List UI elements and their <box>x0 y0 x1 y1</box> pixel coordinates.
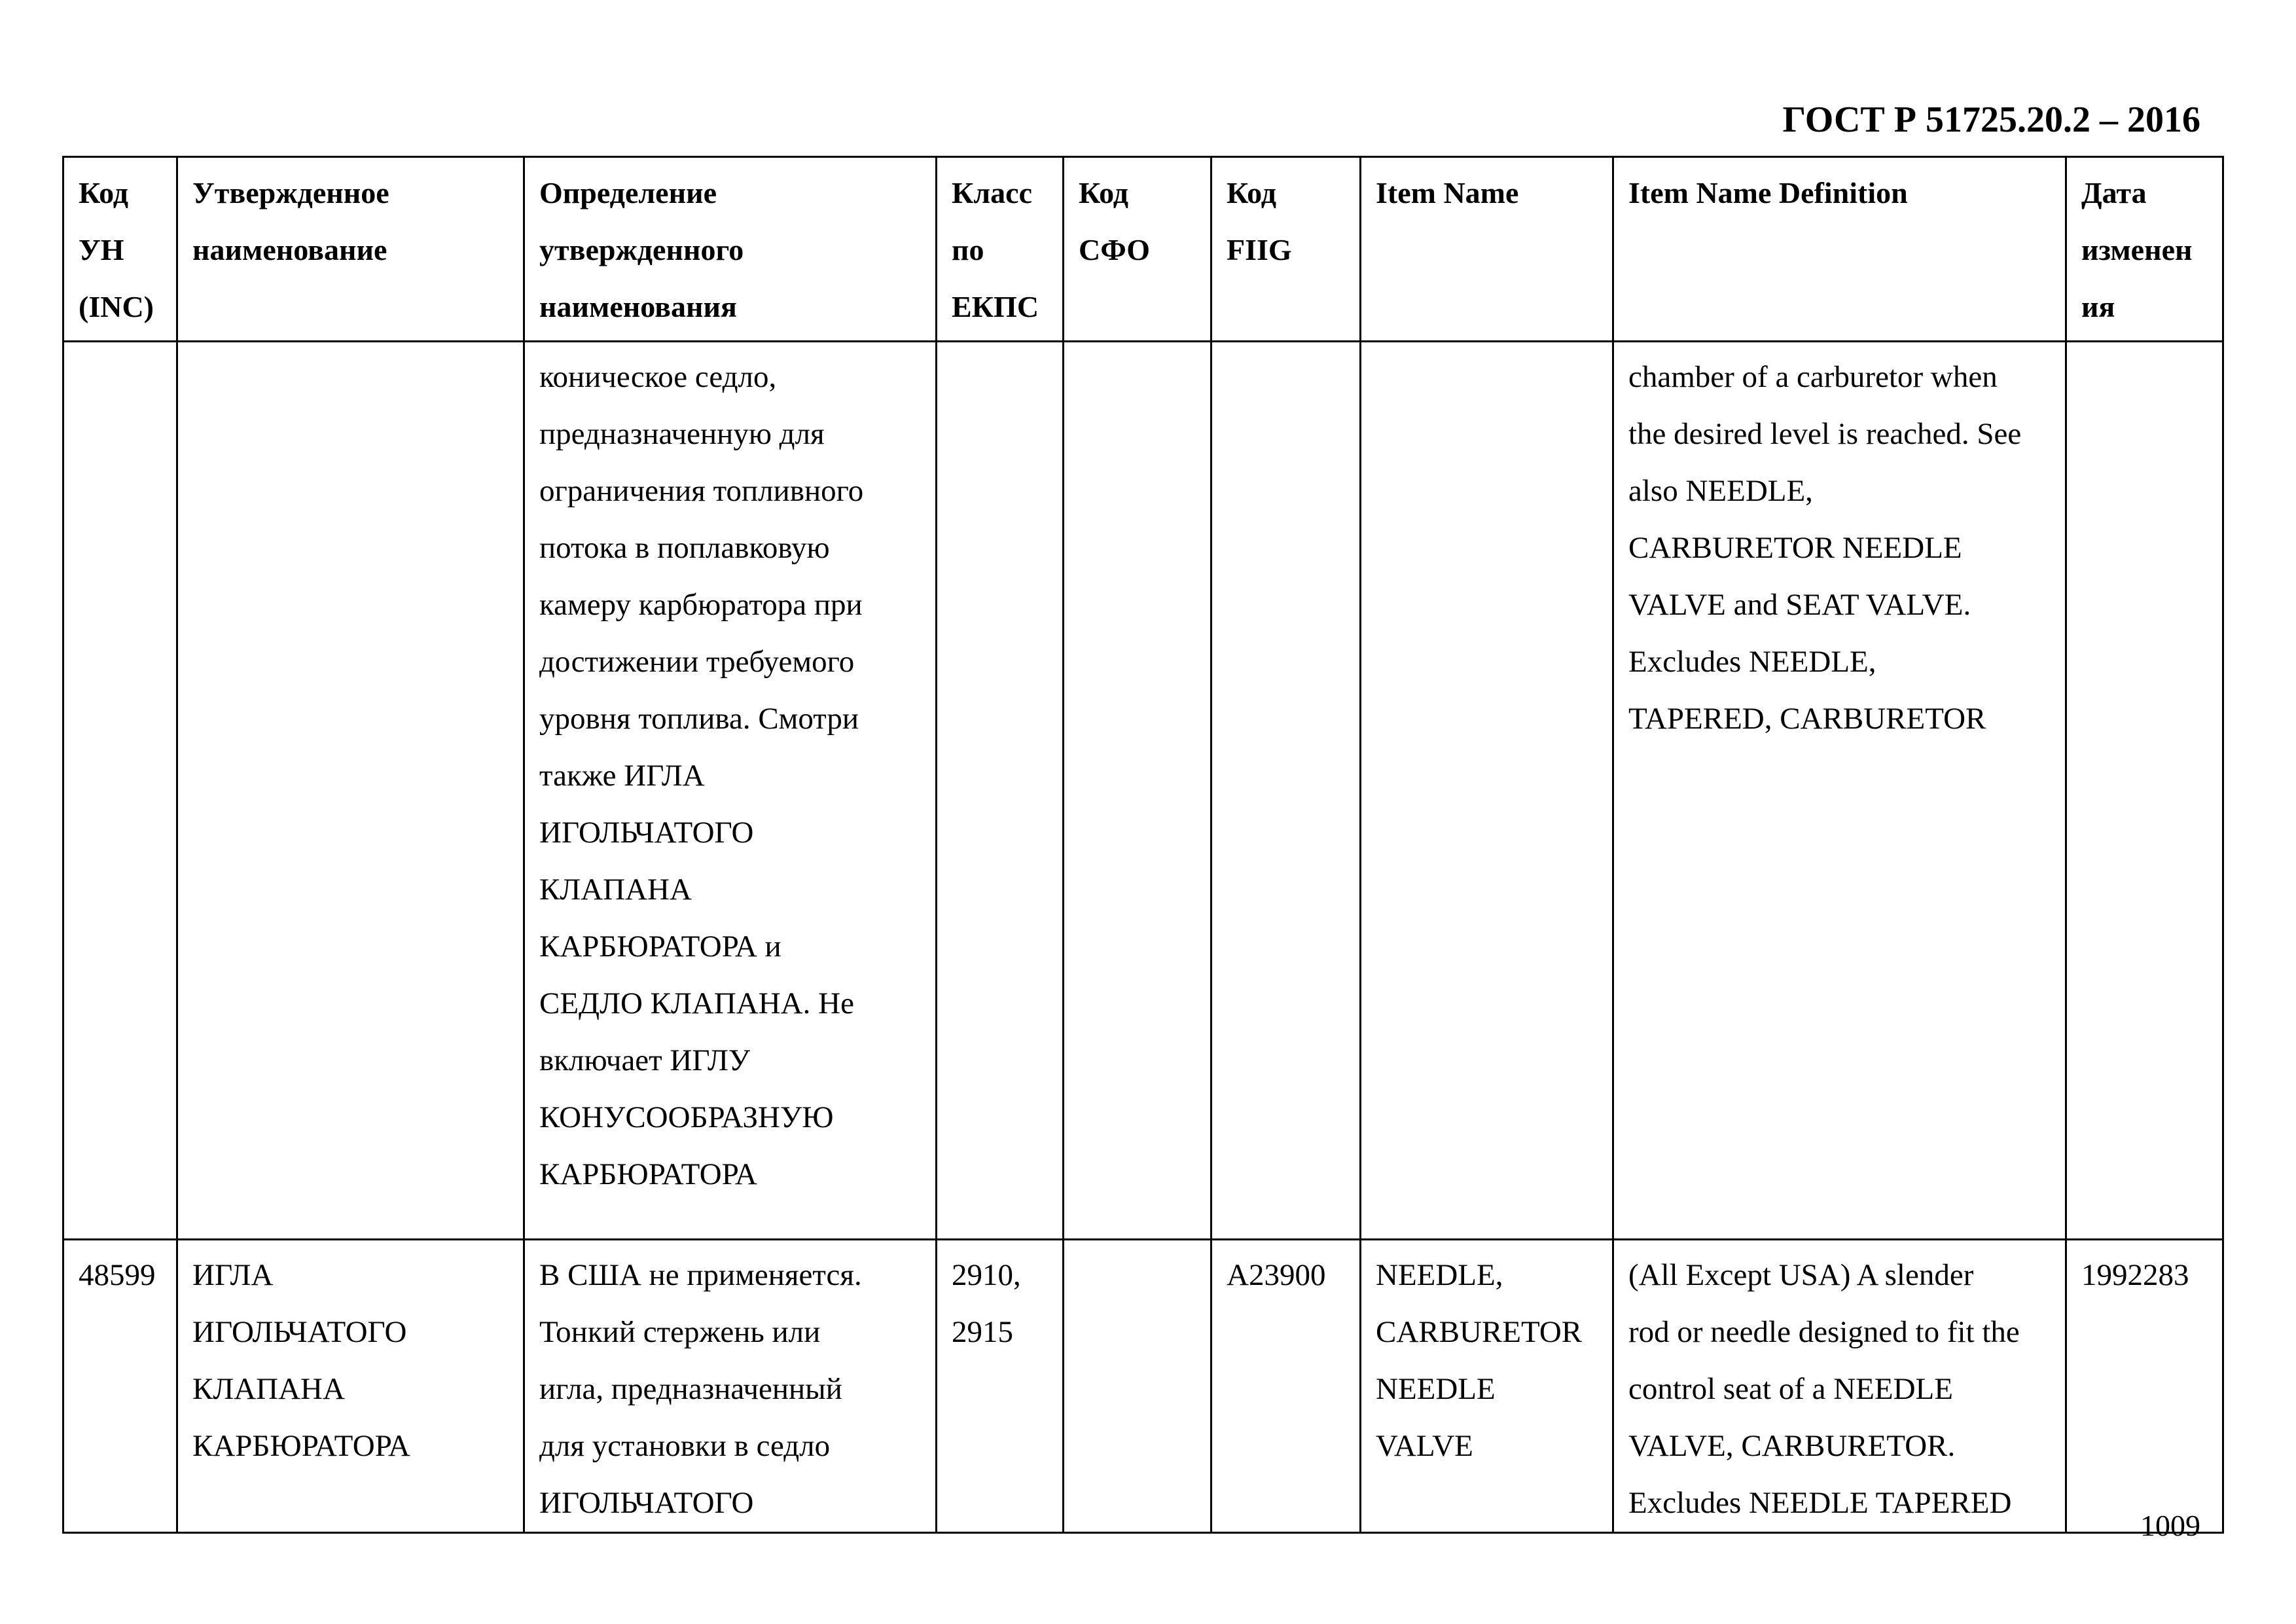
cell-text-line: КАРБЮРАТОРА <box>539 1157 757 1191</box>
cell-change-date <box>2066 342 2223 1240</box>
cell-text-line: изменен <box>2081 233 2193 266</box>
header-ekps-class <box>937 157 1064 342</box>
cell-text-line: Определение <box>539 176 717 209</box>
cell-text-line: ия <box>2081 290 2115 323</box>
cell-text-line: 1992283 <box>2081 1258 2189 1292</box>
cell-fiig-code <box>1211 342 1361 1240</box>
cell-approved-name <box>177 342 524 1240</box>
cell-text-line: камеру карбюратора при <box>539 588 863 622</box>
cell-text-line: Excludes NEEDLE, <box>1628 645 1876 679</box>
cell-definition <box>524 1240 937 1533</box>
cell-text-line: ИГОЛЬЧАТОГО <box>539 816 754 850</box>
cell-text-line: ИГЛА <box>192 1258 274 1292</box>
cell-text-line: CARBURETOR NEEDLE <box>1628 531 1962 565</box>
cell-text-line: КАРБЮРАТОРА <box>192 1429 410 1463</box>
cell-ekps-class <box>937 1240 1064 1533</box>
cell-text-line: коническое седло, <box>539 360 777 394</box>
cell-text-line: ограничения топливного <box>539 474 864 508</box>
cell-text-line: Item Name Definition <box>1628 176 1908 209</box>
cell-text-line: Утвержденное <box>192 176 389 209</box>
cell-text-line: NEEDLE <box>1376 1372 1496 1406</box>
cell-text-line: Код <box>1227 176 1277 209</box>
cell-item-name-definition <box>1613 342 2066 1240</box>
cell-item-name <box>1361 342 1613 1240</box>
cell-text-line: ИГОЛЬЧАТОГО <box>192 1315 407 1349</box>
cell-text-line: (INC) <box>79 290 154 323</box>
cell-text-line: игла, предназначенный <box>539 1372 842 1406</box>
cell-text-line: уровня топлива. Смотри <box>539 702 859 736</box>
cell-text-line: КАРБЮРАТОРА и <box>539 929 781 964</box>
cell-text-line: VALVE <box>1376 1429 1473 1463</box>
cell-text-line: control seat of a NEEDLE <box>1628 1372 1953 1406</box>
cell-text-line: Код <box>1079 176 1129 209</box>
cell-text-line: Тонкий стержень или <box>539 1315 821 1349</box>
cell-item-name-definition <box>1613 1240 2066 1533</box>
cell-text-line: chamber of a carburetor when <box>1628 360 1998 394</box>
cell-text-line: ЕКПС <box>952 290 1039 323</box>
header-change-date <box>2066 157 2223 342</box>
cell-text-line: TAPERED, CARBURETOR <box>1628 702 1986 736</box>
cell-text-line: КОНУСООБРАЗНУЮ <box>539 1100 834 1134</box>
cell-text-line: достижении требуемого <box>539 645 855 679</box>
cell-text-line: also NEEDLE, <box>1628 474 1813 508</box>
cell-text-line: ИГОЛЬЧАТОГО <box>539 1486 754 1520</box>
cell-inc-code <box>63 1240 177 1533</box>
cell-text-line: КЛАПАНА <box>192 1372 345 1406</box>
standard-designation: ГОСТ Р 51725.20.2 – 2016 <box>1782 99 2200 140</box>
cell-text-line: A23900 <box>1227 1258 1326 1292</box>
cell-text-line: the desired level is reached. See <box>1628 417 2022 451</box>
cell-text-line: FIIG <box>1227 233 1292 266</box>
page-number: 1009 <box>2140 1509 2200 1542</box>
table-row <box>63 342 2223 1240</box>
cell-text-line: наименования <box>539 290 737 323</box>
cell-item-name <box>1361 1240 1613 1533</box>
header-item-name-definition <box>1613 157 2066 342</box>
header-inc-code <box>63 157 177 342</box>
cell-text-line: УН <box>79 233 124 266</box>
cell-sfo-code <box>1064 342 1211 1240</box>
cell-text-line: потока в поплавковую <box>539 531 830 565</box>
cell-text-line: для установки в седло <box>539 1429 831 1463</box>
cell-text-line: также ИГЛА <box>539 759 705 793</box>
cell-text-line: КЛАПАНА <box>539 873 692 907</box>
cell-text-line: Класс <box>952 176 1032 209</box>
cell-ekps-class <box>937 342 1064 1240</box>
header-fiig-code <box>1211 157 1361 342</box>
cell-text-line: 48599 <box>79 1258 156 1292</box>
table-header-row <box>63 157 2223 342</box>
cell-text-line: предназначенную для <box>539 417 825 451</box>
cell-text-line: (All Except USA) A slender <box>1628 1258 1974 1292</box>
cell-text-line: В США не применяется. <box>539 1258 862 1292</box>
cell-text-line: СФО <box>1079 233 1151 266</box>
cell-text-line: СЕДЛО КЛАПАНА. Не <box>539 986 854 1020</box>
header-item-name <box>1361 157 1613 342</box>
cell-text-line: 2910, <box>952 1258 1021 1292</box>
cell-inc-code <box>63 342 177 1240</box>
cell-text-line: VALVE, CARBURETOR. <box>1628 1429 1956 1463</box>
cell-change-date <box>2066 1240 2223 1533</box>
cell-text-line: Item Name <box>1376 176 1519 209</box>
header-sfo-code <box>1064 157 1211 342</box>
cell-sfo-code <box>1064 1240 1211 1533</box>
cell-text-line: Код <box>79 176 129 209</box>
cell-approved-name <box>177 1240 524 1533</box>
name-catalog-table <box>62 156 2224 1534</box>
header-definition <box>524 157 937 342</box>
cell-definition <box>524 342 937 1240</box>
cell-text-line: rod or needle designed to fit the <box>1628 1315 2020 1349</box>
cell-text-line: по <box>952 233 984 266</box>
header-approved-name <box>177 157 524 342</box>
cell-text-line: NEEDLE, <box>1376 1258 1503 1292</box>
table-row <box>63 1240 2223 1533</box>
cell-text-line: наименование <box>192 233 387 266</box>
cell-text-line: CARBURETOR <box>1376 1315 1583 1349</box>
cell-text-line: включает ИГЛУ <box>539 1043 751 1077</box>
cell-text-line: VALVE and SEAT VALVE. <box>1628 588 1971 622</box>
cell-text-line: 2915 <box>952 1315 1013 1349</box>
cell-fiig-code <box>1211 1240 1361 1533</box>
cell-text-line: утвержденного <box>539 233 744 266</box>
cell-text-line: Excludes NEEDLE TAPERED <box>1628 1486 2012 1520</box>
cell-text-line: Дата <box>2081 176 2147 209</box>
